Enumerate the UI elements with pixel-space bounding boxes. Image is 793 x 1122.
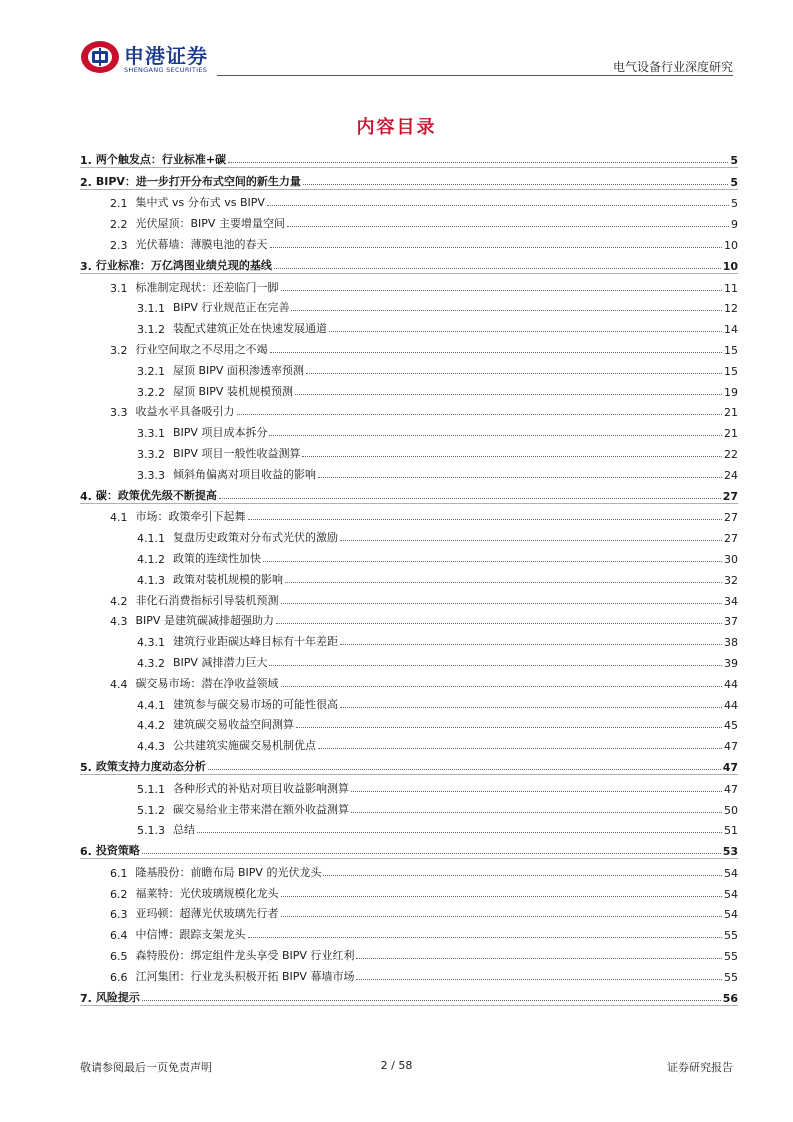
toc-entry[interactable] xyxy=(80,231,738,252)
toc-entry-number: 3.1.1 xyxy=(137,302,165,316)
toc-leader-dots xyxy=(263,561,722,562)
toc-entry[interactable] xyxy=(80,168,738,190)
toc-leader-dots xyxy=(281,290,723,291)
toc-entry-label: 光伏幕墙：薄膜电池的春天 xyxy=(135,237,268,251)
toc-entry-label: 集中式 vs 分布式 vs BIPV xyxy=(135,196,265,210)
toc-entry[interactable] xyxy=(80,817,738,838)
toc-leader-dots xyxy=(302,456,722,457)
toc-entry[interactable] xyxy=(80,482,738,504)
toc-entry-page: 15 xyxy=(724,343,738,357)
toc-entry-page: 24 xyxy=(724,468,738,482)
toc-entry-label: 装配式建筑正处在快速发展通道 xyxy=(173,322,327,336)
toc-entry[interactable] xyxy=(80,504,738,525)
footer-doc-type: 证券研究报告 xyxy=(667,1061,733,1074)
toc-entry[interactable] xyxy=(80,190,738,211)
page-indicator: 2 / 58 xyxy=(380,1059,413,1072)
toc-leader-dots xyxy=(142,853,721,854)
toc-entry-label: 亚玛顿：超薄光伏玻璃先行者 xyxy=(135,907,279,921)
toc-entry-label: 建筑参与碳交易市场的可能性很高 xyxy=(173,697,338,711)
toc-entry-number: 6. xyxy=(80,845,92,859)
toc-entry-number: 3.3.3 xyxy=(137,468,165,482)
toc-entry-number: 3.3 xyxy=(110,406,128,420)
toc-entry-number: 3.1.2 xyxy=(137,323,165,337)
toc-entry[interactable] xyxy=(80,628,738,649)
toc-entry[interactable] xyxy=(80,880,738,901)
toc-entry[interactable] xyxy=(80,608,738,629)
toc-entry-page: 54 xyxy=(724,866,738,880)
toc-entry-page: 10 xyxy=(722,259,738,273)
toc-entry[interactable] xyxy=(80,440,738,461)
toc-entry-page: 5 xyxy=(730,153,738,167)
toc-entry-page: 44 xyxy=(724,698,738,712)
toc-entry-page: 55 xyxy=(724,970,738,984)
toc-entry-label: BIPV 减排潜力巨大 xyxy=(173,655,268,669)
toc-entry-number: 2.1 xyxy=(110,197,128,211)
toc-entry-number: 5.1.2 xyxy=(137,803,165,817)
toc-leader-dots xyxy=(270,247,723,248)
shengang-logo-icon xyxy=(80,40,120,74)
toc-entry[interactable] xyxy=(80,336,738,357)
toc-entry-number: 2.3 xyxy=(110,238,128,252)
toc-entry-number: 3.3.1 xyxy=(137,427,165,441)
toc-entry[interactable] xyxy=(80,357,738,378)
toc-entry-label: 建筑碳交易收益空间测算 xyxy=(173,718,294,732)
toc-entry-number: 3.2.1 xyxy=(137,364,165,378)
toc-entry-label: 屋顶 BIPV 面积渗透率预测 xyxy=(173,363,304,377)
toc-entry-number: 6.1 xyxy=(110,866,128,880)
toc-entry[interactable] xyxy=(80,775,738,796)
toc-entry[interactable] xyxy=(80,901,738,922)
toc-entry-number: 3.2 xyxy=(110,343,128,357)
toc-entry-number: 4. xyxy=(80,489,92,503)
toc-leader-dots xyxy=(281,686,723,687)
toc-entry-number: 4.3 xyxy=(110,615,128,629)
toc-entry-page: 27 xyxy=(724,511,738,525)
toc-entry-label: 森特股份：绑定组件龙头享受 BIPV 行业红利 xyxy=(135,949,355,963)
toc-entry-label: 政策对装机规模的影响 xyxy=(173,572,283,586)
toc-entry-page: 55 xyxy=(724,950,738,964)
header-divider xyxy=(217,75,733,76)
toc-leader-dots xyxy=(228,162,728,163)
toc-leader-dots xyxy=(340,644,722,645)
toc-entry-page: 15 xyxy=(724,364,738,378)
toc-entry[interactable] xyxy=(80,921,738,942)
toc-entry-label: 行业标准：万亿鸿图业绩兑现的基线 xyxy=(95,258,272,272)
toc-entry-page: 32 xyxy=(724,573,738,587)
toc-entry[interactable] xyxy=(80,670,738,691)
toc-entry-page: 56 xyxy=(722,991,738,1005)
toc-entry-number: 4.3.2 xyxy=(137,656,165,670)
toc-entry-number: 4.1.3 xyxy=(137,573,165,587)
toc-leader-dots xyxy=(269,435,722,436)
toc-leader-dots xyxy=(281,896,723,897)
brand-name-cn: 申港证券 xyxy=(124,44,208,68)
toc-leader-dots xyxy=(274,268,721,269)
toc-entry-label: 行业空间取之不尽用之不竭 xyxy=(135,342,268,356)
toc-entry-label: 碳交易市场：潜在净收益领域 xyxy=(135,676,279,690)
toc-leader-dots xyxy=(340,707,722,708)
table-of-contents xyxy=(80,146,738,1006)
toc-leader-dots xyxy=(318,748,722,749)
toc-entry-page: 5 xyxy=(730,175,738,189)
toc-entry[interactable] xyxy=(80,315,738,336)
toc-entry-page: 19 xyxy=(724,385,738,399)
toc-entry[interactable] xyxy=(80,146,738,168)
toc-entry-label: 各种形式的补贴对项目收益影响测算 xyxy=(173,781,349,795)
toc-entry-number: 6.2 xyxy=(110,887,128,901)
toc-entry-page: 55 xyxy=(724,929,738,943)
footer-disclaimer: 敬请参阅最后一页免责声明 xyxy=(80,1061,212,1074)
toc-entry[interactable] xyxy=(80,399,738,420)
toc-leader-dots xyxy=(237,414,723,415)
toc-entry[interactable] xyxy=(80,210,738,231)
toc-entry-label: BIPV：进一步打开分布式空间的新生力量 xyxy=(95,174,301,188)
toc-leader-dots xyxy=(219,498,721,499)
toc-entry-number: 4.1.1 xyxy=(137,532,165,546)
toc-leader-dots xyxy=(295,394,722,395)
toc-leader-dots xyxy=(351,791,722,792)
toc-leader-dots xyxy=(303,184,728,185)
toc-entry[interactable] xyxy=(80,859,738,880)
toc-entry-number: 4.4 xyxy=(110,677,128,691)
toc-entry-number: 4.1.2 xyxy=(137,552,165,566)
toc-leader-dots xyxy=(340,540,722,541)
toc-leader-dots xyxy=(296,727,722,728)
toc-entry-number: 5. xyxy=(80,760,92,774)
toc-entry-number: 6.6 xyxy=(110,970,128,984)
toc-entry-label: 风险提示 xyxy=(95,990,140,1004)
toc-entry-label: 非化石消费指标引导装机预测 xyxy=(135,593,279,607)
toc-entry-number: 3.1 xyxy=(110,281,128,295)
toc-entry-number: 4.4.3 xyxy=(137,740,165,754)
toc-entry-page: 44 xyxy=(724,677,738,691)
toc-entry-number: 4.4.1 xyxy=(137,698,165,712)
toc-entry-label: BIPV 是建筑碳减排超强助力 xyxy=(135,614,274,628)
toc-entry-label: 隆基股份：前瞻布局 BIPV 的光伏龙头 xyxy=(135,865,322,879)
toc-leader-dots xyxy=(351,812,722,813)
toc-entry-number: 4.3.1 xyxy=(137,636,165,650)
toc-entry[interactable] xyxy=(80,691,738,712)
toc-entry[interactable] xyxy=(80,545,738,566)
toc-entry-label: BIPV 项目一般性收益测算 xyxy=(173,446,301,460)
toc-entry-label: 碳：政策优先级不断提高 xyxy=(95,488,217,502)
toc-entry[interactable] xyxy=(80,274,738,295)
toc-entry-label: 收益水平具备吸引力 xyxy=(135,405,235,419)
toc-leader-dots xyxy=(276,623,722,624)
toc-entry-page: 21 xyxy=(724,406,738,420)
toc-entry-page: 30 xyxy=(724,552,738,566)
toc-entry-label: 标准制定现状：还差临门一脚 xyxy=(135,280,279,294)
toc-entry-page: 39 xyxy=(724,656,738,670)
toc-entry-page: 9 xyxy=(731,218,738,232)
toc-leader-dots xyxy=(356,979,722,980)
toc-entry[interactable] xyxy=(80,732,738,753)
toc-entry[interactable] xyxy=(80,524,738,545)
toc-leader-dots xyxy=(248,519,723,520)
toc-entry[interactable] xyxy=(80,837,738,859)
toc-entry-page: 47 xyxy=(722,760,738,774)
toc-leader-dots xyxy=(197,832,722,833)
toc-entry-number: 7. xyxy=(80,991,92,1005)
toc-entry-label: 投资策略 xyxy=(95,844,140,858)
toc-entry-label: 公共建筑实施碳交易机制优点 xyxy=(173,739,316,753)
toc-leader-dots xyxy=(329,331,722,332)
toc-entry-page: 47 xyxy=(724,740,738,754)
toc-entry-page: 22 xyxy=(724,447,738,461)
toc-entry-page: 38 xyxy=(724,636,738,650)
toc-entry-label: 两个触发点：行业标准+碳 xyxy=(95,152,227,166)
toc-leader-dots xyxy=(306,373,722,374)
toc-entry-page: 11 xyxy=(724,281,738,295)
toc-entry-page: 5 xyxy=(731,197,738,211)
toc-leader-dots xyxy=(291,310,722,311)
toc-entry-page: 10 xyxy=(724,238,738,252)
toc-leader-dots xyxy=(285,582,722,583)
toc-entry-number: 3. xyxy=(80,259,92,273)
toc-entry-number: 4.2 xyxy=(110,594,128,608)
report-type: 电气设备行业深度研究 xyxy=(612,60,733,74)
toc-entry-page: 51 xyxy=(724,824,738,838)
toc-leader-dots xyxy=(267,205,729,206)
toc-entry[interactable] xyxy=(80,753,738,775)
toc-entry-number: 6.5 xyxy=(110,950,128,964)
toc-entry-label: 江河集团：行业龙头积极开拓 BIPV 幕墙市场 xyxy=(135,969,355,983)
toc-leader-dots xyxy=(142,1000,721,1001)
toc-entry-page: 27 xyxy=(724,532,738,546)
toc-entry[interactable] xyxy=(80,566,738,587)
toc-entry[interactable] xyxy=(80,295,738,316)
toc-entry[interactable] xyxy=(80,649,738,670)
toc-entry[interactable] xyxy=(80,419,738,440)
toc-entry-number: 3.2.2 xyxy=(137,385,165,399)
toc-leader-dots xyxy=(281,916,723,917)
toc-entry-label: 中信博：跟踪支架龙头 xyxy=(135,928,246,942)
toc-entry[interactable] xyxy=(80,461,738,482)
toc-entry-page: 53 xyxy=(722,845,738,859)
toc-entry-number: 6.4 xyxy=(110,929,128,943)
brand-name-en: SHENGANG SECURITIES xyxy=(124,66,208,74)
toc-entry-label: BIPV 项目成本拆分 xyxy=(173,426,268,440)
toc-entry-page: 54 xyxy=(724,887,738,901)
toc-leader-dots xyxy=(287,226,729,227)
toc-entry-number: 5.1.1 xyxy=(137,782,165,796)
toc-entry-label: 福莱特：光伏玻璃规模化龙头 xyxy=(135,886,279,900)
toc-leader-dots xyxy=(208,769,721,770)
toc-entry[interactable] xyxy=(80,796,738,817)
toc-entry[interactable] xyxy=(80,712,738,733)
toc-entry-page: 14 xyxy=(724,323,738,337)
toc-entry-number: 1. xyxy=(80,153,92,167)
toc-entry-page: 12 xyxy=(724,302,738,316)
toc-leader-dots xyxy=(269,665,722,666)
toc-entry[interactable] xyxy=(80,587,738,608)
toc-entry-label: BIPV 行业规范正在完善 xyxy=(173,301,290,315)
toc-entry-number: 2. xyxy=(80,175,92,189)
toc-entry[interactable] xyxy=(80,963,738,984)
toc-entry-number: 2.2 xyxy=(110,218,128,232)
toc-entry[interactable] xyxy=(80,942,738,963)
toc-entry-label: 建筑行业距碳达峰目标有十年差距 xyxy=(173,635,338,649)
toc-entry-page: 54 xyxy=(724,908,738,922)
toc-entry[interactable] xyxy=(80,252,738,274)
toc-entry-page: 45 xyxy=(724,719,738,733)
toc-entry-label: 市场：政策牵引下起舞 xyxy=(135,510,246,524)
toc-leader-dots xyxy=(281,603,723,604)
toc-leader-dots xyxy=(323,875,722,876)
toc-entry-label: 复盘历史政策对分布式光伏的激励 xyxy=(173,531,338,545)
toc-entry-page: 37 xyxy=(724,615,738,629)
toc-entry-page: 50 xyxy=(724,803,738,817)
toc-entry-page: 47 xyxy=(724,782,738,796)
toc-entry-page: 21 xyxy=(724,427,738,441)
toc-leader-dots xyxy=(318,477,722,478)
toc-entry-number: 4.4.2 xyxy=(137,719,165,733)
toc-entry-label: 光伏屋顶：BIPV 主要增量空间 xyxy=(135,217,285,231)
toc-title: 内容目录 xyxy=(356,117,437,138)
toc-entry[interactable] xyxy=(80,378,738,399)
toc-entry-label: 碳交易给业主带来潜在额外收益测算 xyxy=(173,802,349,816)
toc-entry-number: 3.3.2 xyxy=(137,447,165,461)
toc-entry-number: 6.3 xyxy=(110,908,128,922)
toc-entry[interactable] xyxy=(80,984,738,1006)
toc-entry-number: 5.1.3 xyxy=(137,824,165,838)
toc-entry-label: 倾斜角偏离对项目收益的影响 xyxy=(173,467,316,481)
toc-entry-label: 政策支持力度动态分析 xyxy=(95,759,206,773)
toc-entry-page: 34 xyxy=(724,594,738,608)
toc-entry-label: 总结 xyxy=(173,823,195,837)
toc-leader-dots xyxy=(248,937,723,938)
toc-entry-label: 屋顶 BIPV 装机规模预测 xyxy=(173,384,293,398)
page-header xyxy=(0,0,793,80)
toc-leader-dots xyxy=(270,352,723,353)
toc-entry-page: 27 xyxy=(722,489,738,503)
toc-leader-dots xyxy=(356,958,722,959)
toc-entry-label: 政策的连续性加快 xyxy=(173,551,261,565)
toc-entry-number: 4.1 xyxy=(110,511,128,525)
